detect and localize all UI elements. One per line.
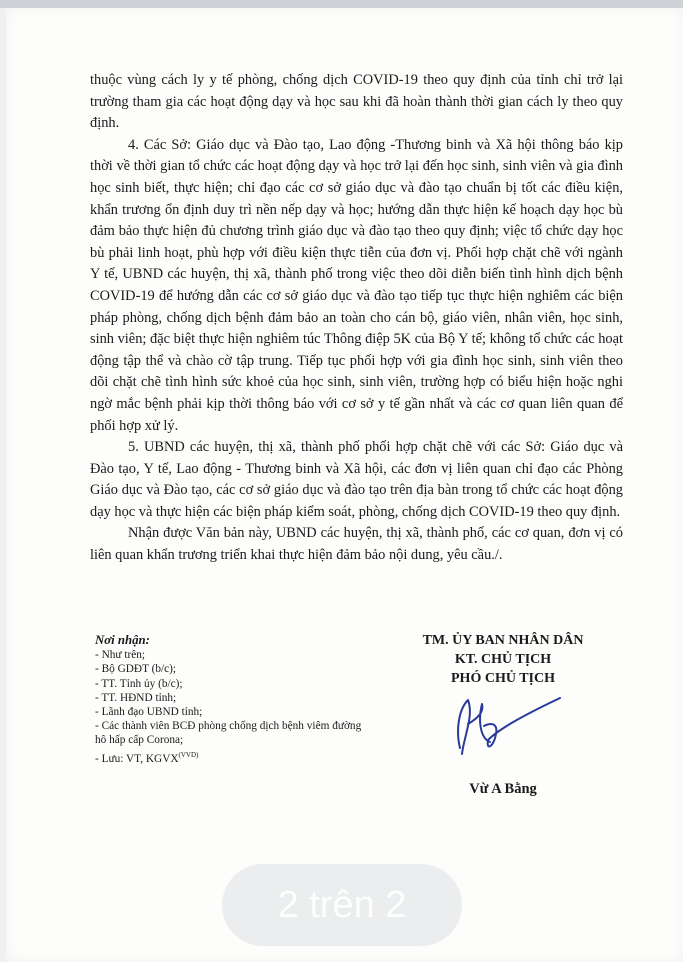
signature-block	[398, 631, 608, 688]
signature-org-line: TM. ỦY BAN NHÂN DÂN	[422, 633, 584, 648]
paragraph-closing: Nhận được Văn bản này, UBND các huyện, thị xã, thành phố, các cơ quan, đơn vị có liên quan khẩn trương triển khai thực hiện đảm bảo nội dung, yêu cầu./.	[90, 525, 623, 564]
recipient-item: - Như trên;	[95, 649, 146, 662]
recipient-item: - Lãnh đạo UBND tỉnh;	[95, 706, 203, 719]
viewer-top-bar	[0, 0, 683, 8]
paragraph-item-5: 5. UBND các huyện, thị xã, thành phố phối hợp chặt chẽ với các Sở: Giáo dục và Đào tạo, Y tế, Lao động - Thương binh và Xã hội, các đơn vị liên quan chỉ đạo các Phòng Giáo dục và Đào tạo, các cơ sở giáo dục và đào tạo trên địa bàn trong tổ chức các hoạt động dạy học và thực hiện các biện pháp kiểm soát, phòng, chống dịch COVID-19 theo quy định.	[90, 439, 623, 520]
document-body	[90, 70, 623, 567]
paragraph-continuation: thuộc vùng cách ly y tế phòng, chống dịch COVID-19 theo quy định của tỉnh chỉ trở lại trường tham gia các hoạt động dạy và học sau khi đã hoàn thành thời gian cách ly theo quy định.	[90, 72, 623, 132]
archive-label: - Lưu: VT, KGVX	[95, 752, 179, 765]
recipients-title: Nơi nhận:	[95, 633, 150, 647]
archive-initials: (VVD)	[178, 750, 199, 759]
signer-name: Vừ A Bằng	[469, 781, 537, 797]
page-indicator: 2 trên 2	[222, 864, 462, 946]
recipient-item: - TT. Tỉnh ủy (b/c);	[95, 677, 183, 690]
signature-role-line: KT. CHỦ TỊCH	[454, 652, 552, 667]
recipient-item: - TT. HĐND tỉnh;	[95, 691, 177, 704]
paragraph-item-4: 4. Các Sở: Giáo dục và Đào tạo, Lao động -Thương binh và Xã hội thông báo kịp thời về thời gian tổ chức các hoạt động dạy và học trở lại đến học sinh, sinh viên và gia đình học sinh biết, thực hiện; chỉ đạo các cơ sở giáo dục và đào tạo chuẩn bị tốt các điều kiện, khẩn trương ổn định duy trì nền nếp dạy và học; hướng dẫn thực hiện kế hoạch dạy học bù đảm bảo thực hiện đủ chương trình giáo dục và đào tạo theo quy định; việc tổ chức dạy học bù phải linh hoạt, phù hợp với điều kiện thực tiễn của đơn vị. Phối hợp chặt chẽ với ngành Y tế, UBND các huyện, thị xã, thành phố trong việc theo dõi diễn biến tình hình dịch bệnh COVID-19 để hướng dẫn các cơ sở giáo dục và đào tạo tiếp tục thực hiện nghiêm các biện pháp phòng, chống dịch bệnh đảm bảo an toàn cho cán bộ, giáo viên, nhân viên, học sinh, sinh viên; đặc biệt thực hiện nghiêm túc Thông điệp 5K của Bộ Y tế; không tổ chức các hoạt động tập thể và chào cờ tập trung. Tiếp tục phối hợp với gia đình học sinh, sinh viên theo dõi chặt chẽ tình hình sức khoẻ của học sinh, sinh viên, trường hợp có biểu hiện hoặc nghi ngờ mắc bệnh phải kịp thời thông báo với cơ sở y tế gần nhất và các cơ quan liên quan để phối hợp xử lý.	[90, 136, 623, 434]
document-page	[6, 8, 683, 962]
handwritten-signature	[438, 690, 568, 770]
signature-title-line: PHÓ CHỦ TỊCH	[451, 671, 555, 686]
recipient-item: - Bộ GDĐT (b/c);	[95, 663, 177, 676]
recipient-item: - Các thành viên BCĐ phòng chống dịch bệnh viêm đường hô hấp cấp Corona;	[95, 720, 362, 747]
recipients-block	[95, 633, 365, 766]
recipient-item-archive	[95, 748, 365, 766]
